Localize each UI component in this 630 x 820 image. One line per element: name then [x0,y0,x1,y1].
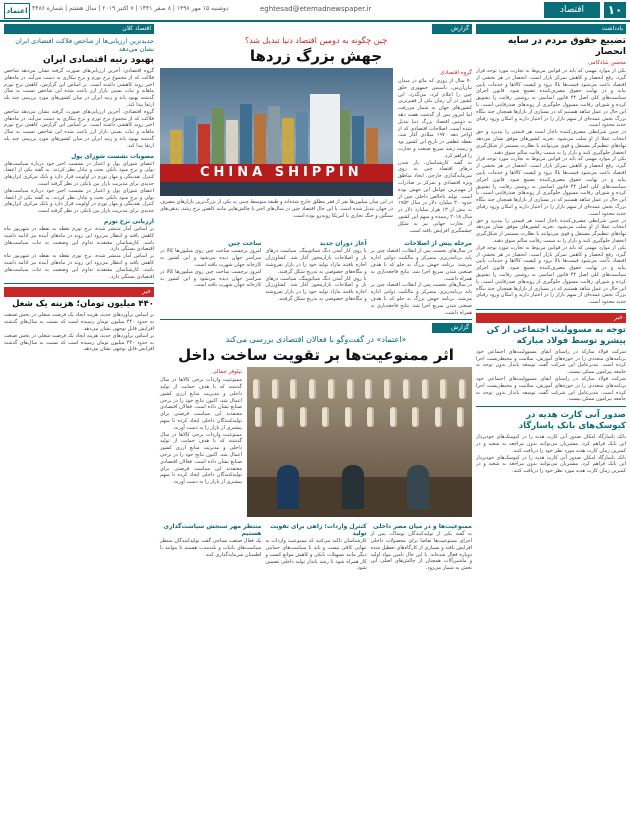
story-body: امروز برچسب ساخت چین روی میلیون‌ها کالا در سراسر جهان دیده می‌شود و این کشور به کارخانه جهان شهرت یافته است. [160,268,262,289]
story-label: گزارش [432,24,472,34]
story-dek: چین چگونه به دومین اقتصاد دنیا تبدیل شد؟ [244,36,388,45]
newspaper-logo: اعتماد [4,3,30,19]
page-number: ۱۰ [604,2,626,18]
container-ship-photo [160,68,393,196]
story-subhead: آغاز دوران جدید [319,240,367,248]
story-body: با روی کار آمدن دنگ شیائوپینگ، سیاست درهای باز و اصلاحات بازارمحور آغاز شد. کشاورزان اجازه یافتند مازاد تولید خود را در بازار بفروشند و بنگاه‌های خصوصی به تدریج شکل گرفتند. [265,248,367,275]
column-label: یادداشت [476,24,626,34]
column-subhead: ارزیابی نرخ تورم [103,217,154,225]
column-body: بر اساس آمار منتشر شده، نرخ تورم نقطه به نقطه در شهریور ماه کاهش یافته و انتظار می‌رود این روند در ماه‌های آینده نیز ادامه داشته باشد. کارشناسان معتقدند تداوم این وضعیت به ثبات سیاست‌های اقتصادی بستگی دارد. [4,253,154,280]
column-body: یکی از موارد مهمی که باید در قوانین مربوط به تجارت مورد توجه قرار گیرد، رفع انحصار و کاهش تمرکز بازار است. انحصار در هر بخشی از اقتصاد باعث می‌شود قیمت‌ها بالا برود و کیفیت کالاها و خدمات پایین بیاید و در نهایت حقوق مصرف‌کننده تضییع شود. قانون اجرای سیاست‌های کلی اصل ۴۴ قانون اساسی به روشنی رقابت را تشویق کرده و شورای رقابت مسوول جلوگیری از رویه‌های ضدرقابتی است. با این حال در عمل شاهد هستیم که در بسیاری از بازارها همچنان چند بنگاه بزرگ بخش عمده‌ای از سهم بازار را در اختیار دارند و امکان ورود رقبای جدید محدود است. [476,68,626,129]
news-headline: صدور آنی کارت هدیه در کیوسک‌های بانک پاسارگاد [518,410,626,432]
column-headline: تضییع حقوق مردم در سایه انحصار [507,36,626,57]
story-body: امروز برچسب ساخت چین روی میلیون‌ها کالا در سراسر جهان دیده می‌شود و این کشور به کارخانه جهان شهرت یافته است. [160,248,262,268]
story-subhead: ساخت چین [228,240,262,248]
news-body: شرکت فولاد مبارکه در راستای ایفای مسوولیت‌های اجتماعی خود برنامه‌های متعددی را در حوزه‌های آموزش، سلامت و محیط‌زیست اجرا کرده است. مدیرعامل این شرکت گفت توسعه پایدار بدون توجه به جامعه پیرامون ممکن نیست. [476,348,626,376]
story-body: به گفته یکی از تولیدکنندگان پوشاک، پس از اجرای ممنوعیت‌ها تقاضا برای محصولات داخلی افزایش یافته و بسیاری از کارگاه‌های تعطیل شده دوباره فعال شده‌اند. با این حال تامین مواد اولیه و ماشین‌آلات همچنان از چالش‌های اصلی این بخش به شمار می‌رود. [370,531,472,572]
news-label: خبر [4,287,154,297]
news-headline: ۴۴۰ میلیون تومان؛ هزینه یک شغل [12,299,154,310]
column-label: اقتصاد کلان [4,24,154,34]
story-body: در این میان میلیون‌ها نفر از فقر مطلق خارج شده‌اند و طبقه متوسط چینی به یکی از بزرگ‌ترین بازارهای مصرف در جهان تبدیل شده است. با این حال اقتصاد چین در سال‌های اخیر با چالش‌هایی مانند کاهش نرخ رشد، بدهی‌های سنگین و جنگ تجاری با امریکا روبه‌رو بوده است. [160,199,393,219]
story-intro-column [398,68,472,234]
column-body: گروه اقتصادی: آخرین ارزیابی‌های صورت گرفته نشان می‌دهد شاخص فلاکت که از مجموع نرخ تورم و نرخ بیکاری به دست می‌آید، در ماه‌های اخیر روند کاهشی داشته است. بر اساس این گزارش، کاهش نرخ تورم ماهانه و ثبات نسبی بازار ارز باعث شده این شاخص نسبت به سال گذشته بهبود یابد و رتبه ایران در میان کشورهای مورد بررسی چند پله ارتقا پیدا کند. [4,108,154,149]
story-body: کارشناسان تاکید می‌کنند که ممنوعیت واردات به تنهایی کافی نیست و باید با سیاست‌های حمایتی دیگر مانند تسهیلات بانکی و کاهش موانع کسب و کار همراه شود تا رشد پایدار تولید داخلی تضمین شود. [265,538,367,572]
right-column [476,24,626,816]
divider [4,283,154,284]
story-dek: «اعتماد» در گفت‌وگو با فعالان اقتصادی بررسی می‌کند [225,335,407,345]
story-body: ممنوعیت واردات برخی کالاها در سال گذشته که با هدف حمایت از تولید داخلی و مدیریت منابع ارزی کشور اعمال شد، اکنون نتایج خود را در برخی صنایع نشان داده است. فعالان اقتصادی معتقدند این سیاست فرصتی برای تولیدکنندگان داخلی ایجاد کرده تا سهم بیشتری از بازار را به دست آورند. [160,377,242,431]
story-headline: اثر ممنوعیت‌ها بر تقویت ساخت داخل [178,346,454,365]
divider [160,319,472,320]
story-subhead: مرحله پیش از اصلاحات [404,240,472,248]
story-body: ممنوعیت واردات برخی کالاها در سال گذشته که با هدف حمایت از تولید داخلی و مدیریت منابع ارزی کشور اعمال شد، اکنون نتایج خود را در برخی صنایع نشان داده است. فعالان اقتصادی معتقدند این سیاست فرصتی برای تولیدکنندگان داخلی ایجاد کرده تا سهم بیشتری از بازار را به دست آورند. [160,431,242,486]
story-body: در سال‌های نخست پس از انقلاب، اقتصاد چین بر پایه برنامه‌ریزی متمرکز و مالکیت دولتی اداره می‌شد. برنامه جهش بزرگ به جلو که با هدف صنعتی شدن سریع اجرا شد، نتایج فاجعه‌باری به همراه داشت. [370,282,472,316]
column-body: یکی از موارد مهمی که باید در قوانین مربوط به تجارت مورد توجه قرار گیرد، رفع انحصار و کاهش تمرکز بازار است. انحصار در هر بخشی از اقتصاد باعث می‌شود قیمت‌ها بالا برود و کیفیت کالاها و خدمات پایین بیاید و در نهایت حقوق مصرف‌کننده تضییع شود. قانون اجرای سیاست‌های کلی اصل ۴۴ قانون اساسی به روشنی رقابت را تشویق کرده و شورای رقابت مسوول جلوگیری از رویه‌های ضدرقابتی است. با این حال در عمل شاهد هستیم که در بسیاری از بازارها همچنان چند بنگاه بزرگ بخش عمده‌ای از سهم بازار را در اختیار دارند و امکان ورود رقبای جدید محدود است. [476,244,626,306]
second-story-intro [160,367,242,517]
news-body: بانک پاسارگاد امکان صدور آنی کارت هدیه را در کیوسک‌های خودپرداز این بانک فراهم کرد. مشتریان می‌توانند بدون مراجعه به شعبه و در کمترین زمان کارت هدیه مورد نظر خود را دریافت کنند. [476,454,626,475]
news-body: بر اساس برآوردهای جدید، هزینه ایجاد یک فرصت شغلی در بخش صنعت به حدود ۴۴۰ میلیون تومان رسیده است که نسبت به سال‌های گذشته افزایش قابل توجهی نشان می‌دهد. [4,312,154,332]
column-body: در چنین شرایطی مصرف‌کننده ناچار است هر قیمتی را بپذیرد و حق انتخاب عملا از او سلب می‌شود. تجربه کشورهای موفق نشان می‌دهد نهادهای تنظیم‌گر مستقل و قوی می‌توانند با نظارت مستمر از شکل‌گیری انحصار جلوگیری کنند و بازار را به سمت رقابت سالم سوق دهند. [476,129,626,156]
column-byline: محسن شادکامی [588,60,626,66]
dateline: دوشنبه ۱۵ مهر ۱۳۹۸ | ۸ صفر ۱۴۴۱ | ۷ اکتبر ۲۰۱۹ | سال هشتم | شماره ۴۴۸۶ [32,5,229,12]
story-label: گزارش [432,323,472,333]
story-body: به گفته کارشناسان، باز شدن درهای اقتصاد چین به روی سرمایه‌گذاری خارجی، ایجاد مناطق ویژه اقتصادی و تمرکز بر صادرات از مهم‌ترین عوامل این جهش بوده است. تولید ناخالص داخلی چین از حدود ۳۰ میلیارد دلار در سال ۱۹۵۲ به بیش از ۱۳ هزار میلیارد دلار در سال ۲۰۱۸ رسیده و سهم این کشور از تجارت جهانی نیز به شکل چشمگیری افزایش یافته است. [398,159,473,234]
story-byline: نیلوفر جمالی [212,369,242,376]
news-headline: توجه به مسوولیت اجتماعی از کن پیشرو توسط فولاد مبارکه [486,324,626,346]
column-body: بر اساس آمار منتشر شده، نرخ تورم نقطه به نقطه در شهریور ماه کاهش یافته و انتظار می‌رود این روند در ماه‌های آینده نیز ادامه داشته باشد. کارشناسان معتقدند تداوم این وضعیت به ثبات سیاست‌های اقتصادی بستگی دارد. [4,225,154,253]
column-body: گروه اقتصادی: آخرین ارزیابی‌های صورت گرفته نشان می‌دهد شاخص فلاکت که از مجموع نرخ تورم و نرخ بیکاری به دست می‌آید، در ماه‌های اخیر روند کاهشی داشته است. بر اساس این گزارش، کاهش نرخ تورم ماهانه و ثبات نسبی بازار ارز باعث شده این شاخص نسبت به سال گذشته بهبود یابد و رتبه ایران در میان کشورهای مورد بررسی چند پله ارتقا پیدا کند. [4,68,154,108]
story-byline: گروه اقتصادی [440,70,472,76]
center-section [160,24,472,816]
site-url[interactable]: eghtesad@etemadnewspaper.ir [260,5,372,13]
column-subhead: مصوبات نشست شورای پول [71,152,154,160]
section-name: اقتصاد [544,2,600,18]
news-body: بانک پاسارگاد امکان صدور آنی کارت هدیه را در کیوسک‌های خودپرداز این بانک فراهم کرد. مشتریان می‌توانند بدون مراجعه به شعبه و در کمترین زمان کارت هدیه مورد نظر خود را دریافت کنند. [476,434,626,454]
news-label: خبر [476,313,626,323]
news-body: شرکت فولاد مبارکه در راستای ایفای مسوولیت‌های اجتماعی خود برنامه‌های متعددی را در حوزه‌های آموزش، سلامت و محیط‌زیست اجرا کرده است. مدیرعامل این شرکت گفت توسعه پایدار بدون توجه به جامعه پیرامون ممکن نیست. [476,376,626,403]
story-body: ۷۰ سال از روزی که مائو در میدان تیان‌آن‌من، تاسیس جمهوری خلق چین را اعلام کرد، می‌گذرد. این کشور در آن زمان یکی از فقیرترین کشورهای جهان به شمار می‌رفت اما امروز پس از گذشت هفت دهه به دومین اقتصاد بزرگ دنیا تبدیل شده است. اصلاحات اقتصادی که از اواخر دهه ۱۹۷۰ میلادی آغاز شد، نقطه عطفی در تاریخ این کشور بود و زمینه رشد سریع صنعت و تجارت را فراهم کرد. [398,78,472,159]
masthead [0,0,630,22]
divider [476,309,626,310]
column-body: اعضای شورای پول و اعتبار در نشست اخیر خود درباره سیاست‌های پولی و نرخ سود بانکی بحث و تبادل نظر کردند. به گفته یکی از اعضا، کنترل نقدینگی و مهار تورم در اولویت قرار دارد و بانک مرکزی ابزارهای جدیدی برای مدیریت بازار بین بانکی در نظر گرفته است. [4,160,154,187]
column-kicker: جدیدترین ارزیابی‌ها از شاخص فلاکت اقتصادی ایران نشان می‌دهد [15,37,154,53]
ship-hull-text: CHINA SHIPPIN [200,165,363,180]
news-body: بر اساس برآوردهای جدید، هزینه ایجاد یک فرصت شغلی در بخش صنعت به حدود ۴۴۰ میلیون تومان رسیده است که نسبت به سال‌های گذشته افزایش قابل توجهی نشان می‌دهد. [4,332,154,353]
textile-factory-photo [247,367,472,517]
story-columns [160,237,472,316]
story-subhead: منتظر مهر سنجش سیاست‌گذاری هستیم [163,523,262,538]
story-subhead: کنترل واردات؛ راهی برای تقویت تولید [269,523,367,538]
story-body: یک فعال صنعت نساجی گفت تولیدکنندگان منتظر سیاست‌های باثبات و بلندمدت هستند تا بتوانند با اطمینان سرمایه‌گذاری کنند. [160,538,262,558]
second-story-columns [160,520,472,572]
left-column [4,24,154,816]
column-body: اعضای شورای پول و اعتبار در نشست اخیر خود درباره سیاست‌های پولی و نرخ سود بانکی بحث و تبادل نظر کردند. به گفته یکی از اعضا، کنترل نقدینگی و مهار تورم در اولویت قرار دارد و بانک مرکزی ابزارهای جدیدی برای مدیریت بازار بین بانکی در نظر گرفته است. [4,187,154,215]
column-body: یکی از موارد مهمی که باید در قوانین مربوط به تجارت مورد توجه قرار گیرد، رفع انحصار و کاهش تمرکز بازار است. انحصار در هر بخشی از اقتصاد باعث می‌شود قیمت‌ها بالا برود و کیفیت کالاها و خدمات پایین بیاید و در نهایت حقوق مصرف‌کننده تضییع شود. قانون اجرای سیاست‌های کلی اصل ۴۴ قانون اساسی به روشنی رقابت را تشویق کرده و شورای رقابت مسوول جلوگیری از رویه‌های ضدرقابتی است. با این حال در عمل شاهد هستیم که در بسیاری از بازارها همچنان چند بنگاه بزرگ بخش عمده‌ای از سهم بازار را در اختیار دارند و امکان ورود رقبای جدید محدود است. [476,156,626,217]
story-headline: جهش بزرگ زردها [249,47,383,65]
divider [476,406,626,407]
story-body: با روی کار آمدن دنگ شیائوپینگ، سیاست درهای باز و اصلاحات بازارمحور آغاز شد. کشاورزان اجازه یافتند مازاد تولید خود را در بازار بفروشند و بنگاه‌های خصوصی به تدریج شکل گرفتند. [265,275,367,302]
story-body: در سال‌های نخست پس از انقلاب، اقتصاد چین بر پایه برنامه‌ریزی متمرکز و مالکیت دولتی اداره می‌شد. برنامه جهش بزرگ به جلو که با هدف صنعتی شدن سریع اجرا شد، نتایج فاجعه‌باری به همراه داشت. [370,248,472,282]
column-headline: بهبود رتبه اقتصادی ایران [43,55,154,65]
column-body: در چنین شرایطی مصرف‌کننده ناچار است هر قیمتی را بپذیرد و حق انتخاب عملا از او سلب می‌شود. تجربه کشورهای موفق نشان می‌دهد نهادهای تنظیم‌گر مستقل و قوی می‌توانند با نظارت مستمر از شکل‌گیری انحصار جلوگیری کنند و بازار را به سمت رقابت سالم سوق دهند. [476,217,626,244]
story-subhead: ممنوعیت‌ها و در میان مصر داخلی [373,523,472,531]
